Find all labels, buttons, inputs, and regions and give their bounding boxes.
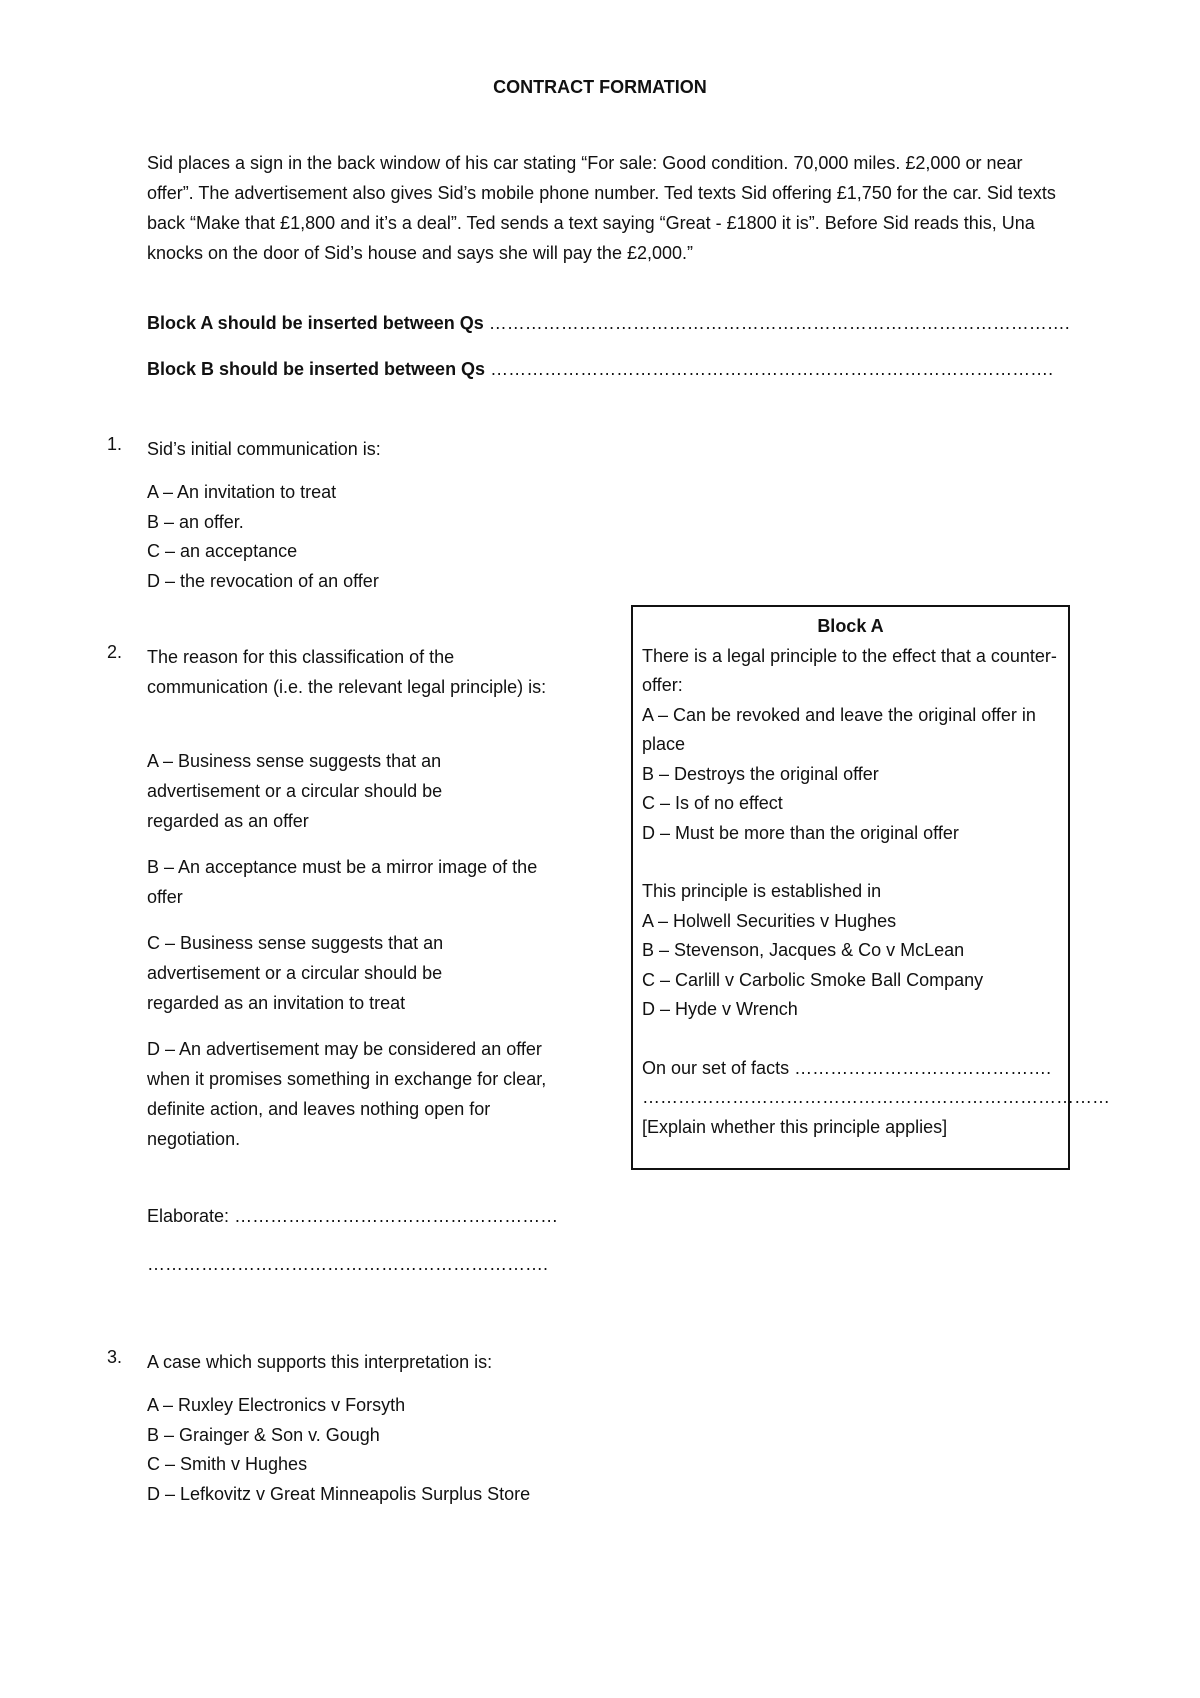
block-a-case-a[interactable]: A – Holwell Securities v Hughes (642, 910, 897, 931)
block-a-facts-label: On our set of facts (642, 1057, 790, 1078)
option-d[interactable]: D – the revocation of an offer (147, 570, 379, 591)
question-number: 2. (107, 642, 123, 662)
block-a-explain-instruction: [Explain whether this principle applies] (642, 1116, 948, 1137)
option-c[interactable]: C – Smith v Hughes (147, 1454, 308, 1474)
option-c[interactable]: C – Business sense suggests that an advertisement or a circular should be regarded as an invitation to treat (147, 933, 444, 1013)
block-a-principle-label: This principle is established in (642, 881, 882, 901)
block-a-placement-label: Block A should be inserted between Qs (147, 313, 484, 333)
question-3-options (147, 1391, 547, 1509)
block-a-placement-line (147, 313, 1070, 334)
block-a-option-c[interactable]: C – Is of no effect (642, 793, 783, 813)
elaborate-section (147, 1192, 558, 1288)
option-d[interactable]: D – Lefkovitz v Great Minneapolis Surplus Store (147, 1483, 531, 1504)
block-a-intro: There is a legal principle to the effect that a counter-offer: (642, 645, 1057, 695)
block-a-facts-blank-1[interactable]: ……………………………………. (794, 1057, 1052, 1078)
option-a[interactable]: A – Business sense suggests that an advertisement or a circular should be regarded as an offer (147, 751, 443, 831)
question-stem: The reason for this classification of the communication (i.e. the relevant legal principle) is: (147, 647, 547, 697)
block-a-heading: Block A (817, 616, 884, 636)
option-c[interactable]: C – an acceptance (147, 541, 298, 561)
scenario-paragraph: Sid places a sign in the back window of his car stating “For sale: Good condition. 70,000 miles. £2,000 or near offer”. The advertisement also gives Sid’s mobile phone number. Ted texts Sid offering £1,750 for the car. Sid texts back “Make that £1,800 and it’s a deal”. Ted sends a text saying “Great - £1800 it is”. Before Sid reads this, Una knocks on the door of Sid’s house and says she will pay the £2,000.” (147, 153, 1056, 263)
question-stem: Sid’s initial communication is: (147, 439, 381, 459)
block-a-case-c[interactable]: C – Carlill v Carbolic Smoke Ball Company (642, 969, 984, 990)
question-number: 3. (107, 1347, 123, 1367)
question-number: 1. (107, 434, 123, 454)
block-b-placement-line (147, 359, 1053, 380)
option-a[interactable]: A – An invitation to treat (147, 482, 337, 502)
block-b-placement-label: Block B should be inserted between Qs (147, 359, 486, 379)
page-title: CONTRACT FORMATION (493, 77, 707, 97)
block-a-case-b[interactable]: B – Stevenson, Jacques & Co v McLean (642, 940, 965, 960)
option-d[interactable]: D – An advertisement may be considered an offer when it promises something in exchange for clear, definite action, and leaves nothing open for negotiation. (147, 1039, 547, 1149)
elaborate-blank-2[interactable]: …………………………………………………………. (147, 1254, 549, 1274)
option-b[interactable]: B – Grainger & Son v. Gough (147, 1424, 380, 1445)
block-a-case-d[interactable]: D – Hyde v Wrench (642, 999, 798, 1019)
option-b[interactable]: B – An acceptance must be a mirror image of the offer (147, 857, 538, 907)
option-b[interactable]: B – an offer. (147, 511, 244, 532)
block-a-option-d[interactable]: D – Must be more than the original offer (642, 822, 959, 843)
block-a-option-b[interactable]: B – Destroys the original offer (642, 763, 879, 784)
option-a[interactable]: A – Ruxley Electronics v Forsyth (147, 1395, 406, 1415)
question-stem: A case which supports this interpretation is: (147, 1352, 493, 1372)
block-a-option-a[interactable]: A – Can be revoked and leave the original offer in place (642, 704, 1036, 754)
question-1-options (147, 478, 379, 596)
block-b-placement-blank[interactable]: …………………………………………………………………………………. (490, 359, 1054, 379)
elaborate-blank-1[interactable]: ……………………………………………… (234, 1206, 559, 1226)
question-2 (107, 642, 587, 702)
question-3 (107, 1347, 577, 1377)
block-a-box (631, 605, 1110, 1170)
question-2-options (147, 746, 587, 1170)
elaborate-label: Elaborate: (147, 1206, 230, 1226)
block-a-facts-blank-2[interactable]: …………………………………………………………………… (642, 1087, 1110, 1107)
question-1 (107, 434, 577, 464)
block-a-placement-blank[interactable]: ……………………………………………………………………………………. (488, 313, 1070, 333)
